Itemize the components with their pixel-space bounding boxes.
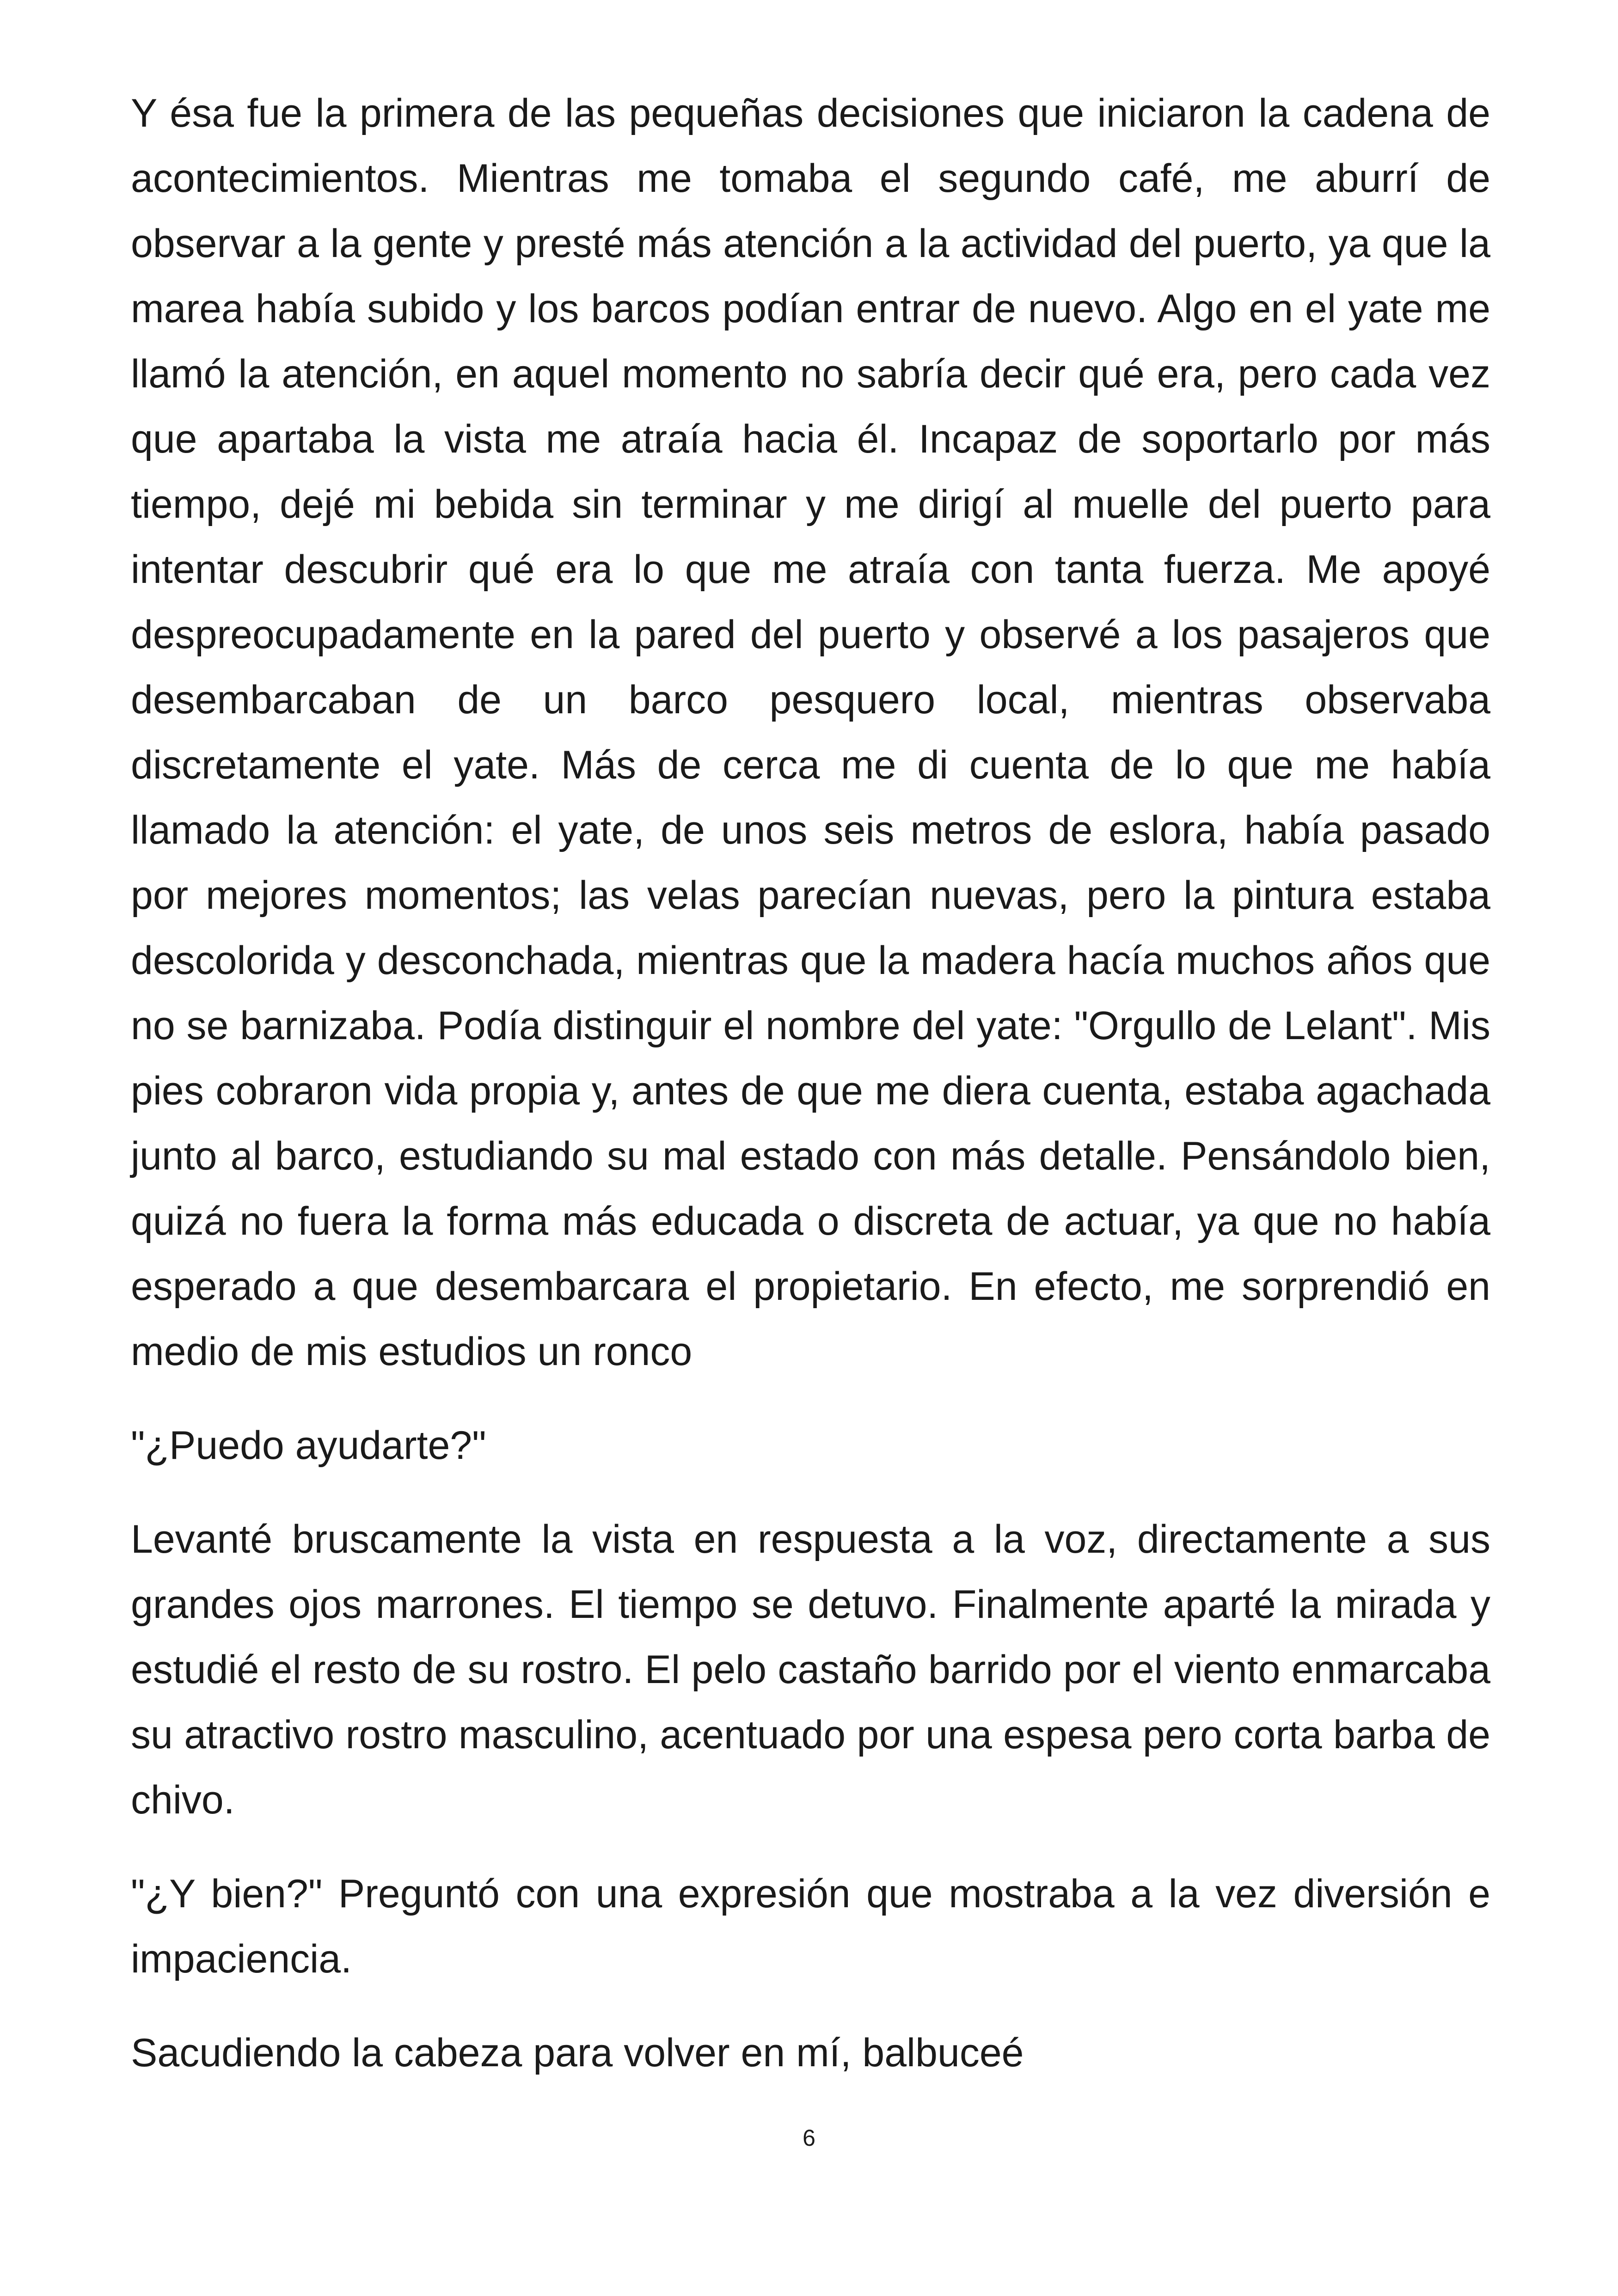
paragraph-3: Levanté bruscamente la vista en respuesta a la voz, directamente a sus grandes ojos marrones. El tiempo se detuvo. Finalmente aparté la mirada y estudié el resto de su rostro. El pelo castaño barrido por el viento enmarcaba su atractivo rostro masculino, acentuado por una espesa pero corta barba de chivo. <box>131 1517 1490 1822</box>
page-number: 6 <box>803 2125 815 2151</box>
paragraph-5: Sacudiendo la cabeza para volver en mí, balbuceé <box>131 2031 1024 2075</box>
paragraph-2: "¿Puedo ayudarte?" <box>131 1423 486 1468</box>
paragraph-4: "¿Y bien?" Preguntó con una expresión que mostraba a la vez diversión e impaciencia. <box>131 1872 1490 1981</box>
paragraph-1: Y ésa fue la primera de las pequeñas decisiones que iniciaron la cadena de acontecimientos. Mientras me tomaba el segundo café, me aburrí de observar a la gente y presté más atención a la actividad del puerto, ya que la marea había subido y los barcos podían entrar de nuevo. Algo en el yate me llamó la atención, en aquel momento no sabría decir qué era, pero cada vez que apartaba la vista me atraía hacia él. Incapaz de soportarlo por más tiempo, dejé mi bebida sin terminar y me dirigí al muelle del puerto para intentar descubrir qué era lo que me atraía con tanta fuerza. Me apoyé despreocupadamente en la pared del puerto y observé a los pasajeros que desembarcaban de un barco pesquero local, mientras observaba discretamente el yate. Más de cerca me di cuenta de lo que me había llamado la atención: el yate, de unos seis metros de eslora, había pasado por mejores momentos; las velas parecían nuevas, pero la pintura estaba descolorida y desconchada, mientras que la madera hacía muchos años que no se barnizaba. Podía distinguir el nombre del yate: "Orgullo de Lelant". Mis pies cobraron vida propia y, antes de que me diera cuenta, estaba agachada junto al barco, estudiando su mal estado con más detalle. Pensándolo bien, quizá no fuera la forma más educada o discreta de actuar, ya que no había esperado a que desembarcara el propietario. En efecto, me sorprendió en medio de mis estudios un ronco <box>131 91 1490 1374</box>
page-body <box>131 81 1490 2086</box>
